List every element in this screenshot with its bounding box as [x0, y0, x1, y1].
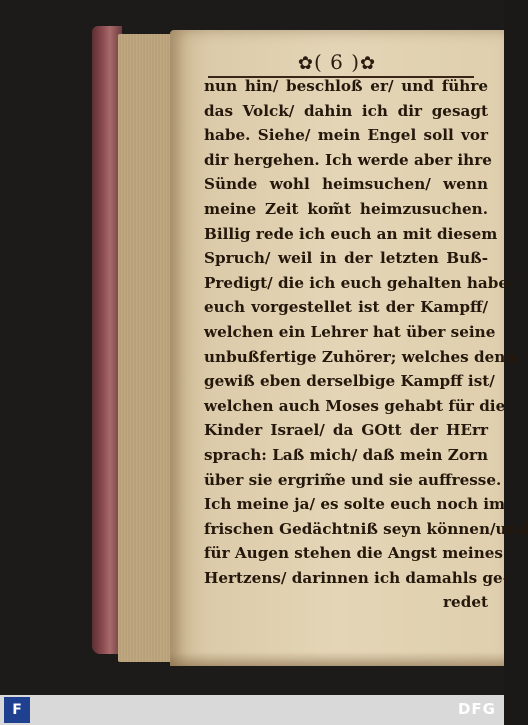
- text-line: Hertzens/ darinnen ich damahls ge-: [204, 568, 510, 587]
- ornament-right-icon: ✿: [360, 53, 377, 74]
- page-number: ( 6 ): [313, 50, 361, 74]
- text-line: welchen auch Moses gehabt für die: [204, 396, 506, 415]
- text-line: über sie ergrim̃e und sie auffresse.: [204, 470, 502, 489]
- text-line: gewiß eben derselbige Kampff ist/: [204, 372, 495, 391]
- dfg-logo[interactable]: DFG: [457, 700, 496, 718]
- logo-letter: F: [12, 702, 22, 718]
- page-edges: [118, 34, 178, 662]
- text-line: das Volck/ dahin ich dir gesagt: [204, 101, 488, 120]
- page-header: [170, 50, 504, 74]
- book-page: [170, 30, 528, 666]
- foundation-logo[interactable]: [4, 697, 30, 723]
- text-line: Ich meine ja/ es solte euch noch im: [204, 495, 506, 514]
- text-line: Sünde wohl heimsuchen/ wenn: [204, 175, 488, 194]
- text-line: Billig rede ich euch an mit diesem: [204, 224, 498, 243]
- text-line: für Augen stehen die Angst meines: [204, 544, 503, 563]
- text-line: unbußfertige Zuhörer; welches denn: [204, 347, 517, 366]
- text-line: frischen Gedächtniß seyn können/und: [204, 519, 528, 538]
- text-line: welchen ein Lehrer hat über seine: [204, 322, 496, 341]
- text-line: dir hergehen. Ich werde aber ihre: [204, 150, 492, 169]
- text-line: meine Zeit kom̃t heimzusuchen.: [204, 199, 488, 218]
- text-line: sprach: Laß mich/ daß mein Zorn: [204, 445, 488, 464]
- ornament-left-icon: ✿: [297, 53, 314, 74]
- text-line: Predigt/ die ich euch gehalten habe/: [204, 273, 514, 292]
- text-line: Kinder Israel/ da GOtt der HErr: [204, 421, 488, 440]
- text-line: Spruch/ weil in der letzten Buß-: [204, 249, 488, 268]
- viewer-footer: [0, 695, 504, 725]
- catchword: redet: [443, 593, 488, 612]
- page-text: [204, 74, 528, 615]
- text-line: euch vorgestellet ist der Kampff/: [204, 298, 488, 317]
- text-line: nun hin/ beschloß er/ und führe: [204, 77, 488, 95]
- text-line: habe. Siehe/ mein Engel soll vor: [204, 126, 488, 145]
